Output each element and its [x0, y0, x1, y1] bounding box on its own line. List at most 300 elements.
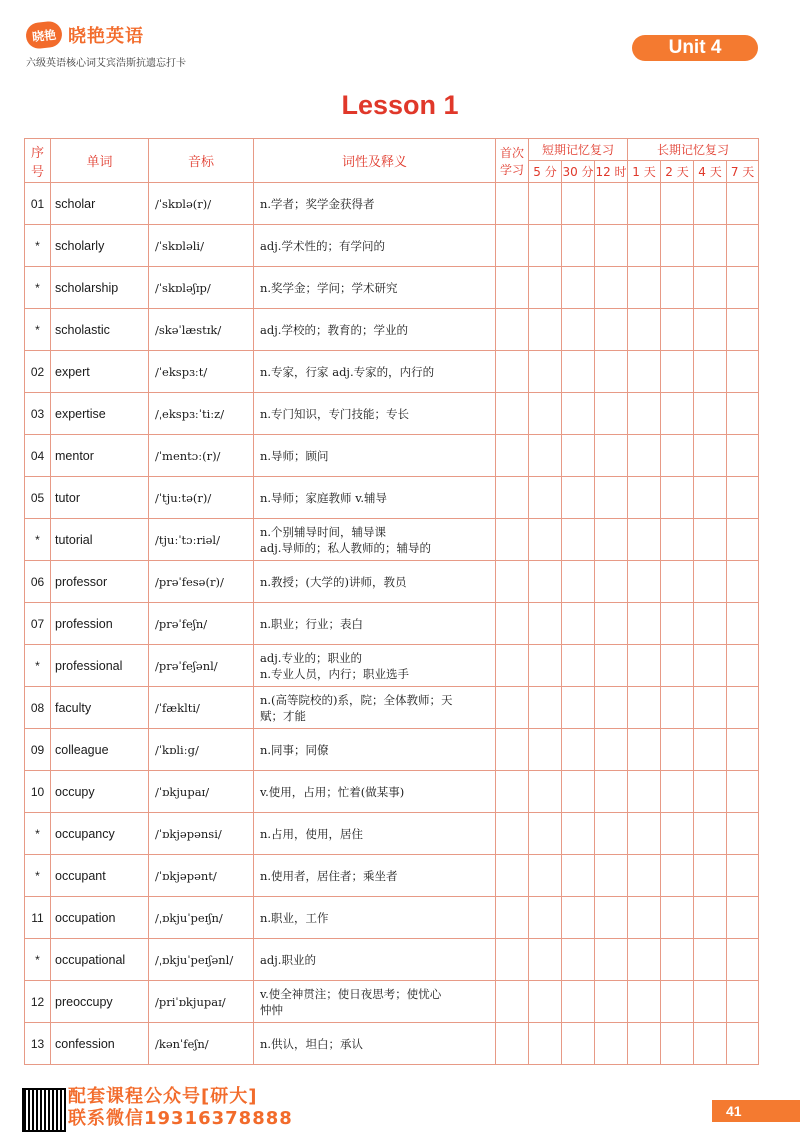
row-word: tutor	[51, 477, 149, 519]
logo-text: 晓艳英语	[68, 26, 144, 47]
row-phonetic: /ˈfæklti/	[149, 687, 254, 729]
check-5min[interactable]	[529, 225, 562, 267]
brand-logo	[26, 22, 144, 48]
row-number: 09	[25, 729, 51, 771]
row-word: professional	[51, 645, 149, 687]
check-7d[interactable]	[727, 477, 759, 519]
check-4d[interactable]	[694, 771, 727, 813]
row-number: 02	[25, 351, 51, 393]
definition-line: n.专门知识，专门技能；专长	[260, 406, 410, 421]
check-12h[interactable]	[595, 519, 628, 561]
check-7d[interactable]	[727, 855, 759, 897]
check-4d[interactable]	[694, 561, 727, 603]
definition-line: n.导师；家庭教师 v.辅导	[260, 490, 388, 505]
check-4d[interactable]	[694, 1023, 727, 1065]
definition-line: n.职业，工作	[260, 910, 329, 925]
row-definition	[254, 519, 496, 561]
check-first-study[interactable]	[496, 183, 529, 225]
check-1d[interactable]	[628, 897, 661, 939]
definition-line: v.使用，占用；忙着(做某事)	[260, 784, 405, 799]
check-4d[interactable]	[694, 603, 727, 645]
check-1d[interactable]	[628, 855, 661, 897]
check-5min[interactable]	[529, 309, 562, 351]
definition-line: n.个别辅导时间，辅导课	[260, 524, 387, 539]
check-12h[interactable]	[595, 981, 628, 1023]
header-first-study: 首次 学习	[496, 139, 529, 183]
table-row	[25, 939, 759, 981]
check-7d[interactable]	[727, 351, 759, 393]
check-1d[interactable]	[628, 603, 661, 645]
check-first-study[interactable]	[496, 267, 529, 309]
check-4d[interactable]	[694, 855, 727, 897]
row-number: *	[25, 309, 51, 351]
row-definition	[254, 813, 496, 855]
check-7d[interactable]	[727, 939, 759, 981]
check-5min[interactable]	[529, 561, 562, 603]
definition-line: n.专业人员，内行；职业选手	[260, 666, 410, 681]
row-definition	[254, 645, 496, 687]
check-1d[interactable]	[628, 309, 661, 351]
check-first-study[interactable]	[496, 519, 529, 561]
check-first-study[interactable]	[496, 477, 529, 519]
row-word: scholastic	[51, 309, 149, 351]
definition-line: 赋；才能	[260, 708, 306, 723]
table-row	[25, 267, 759, 309]
lesson-title: Lesson 1	[341, 90, 459, 120]
definition-line: n.使用者，居住者；乘坐者	[260, 868, 398, 883]
check-7d[interactable]	[727, 1023, 759, 1065]
row-phonetic: /ˈɒkjəpənsi/	[149, 813, 254, 855]
check-2d[interactable]	[661, 519, 694, 561]
header-long-7d: 7 天	[727, 161, 759, 183]
check-2d[interactable]	[661, 309, 694, 351]
check-4d[interactable]	[694, 225, 727, 267]
check-1d[interactable]	[628, 435, 661, 477]
check-30min[interactable]	[562, 351, 595, 393]
check-first-study[interactable]	[496, 771, 529, 813]
logo-badge-icon: 晓艳	[25, 20, 64, 50]
row-word: professor	[51, 561, 149, 603]
row-definition	[254, 267, 496, 309]
check-7d[interactable]	[727, 687, 759, 729]
check-12h[interactable]	[595, 561, 628, 603]
check-first-study[interactable]	[496, 309, 529, 351]
check-12h[interactable]	[595, 855, 628, 897]
check-1d[interactable]	[628, 519, 661, 561]
row-word: mentor	[51, 435, 149, 477]
check-first-study[interactable]	[496, 603, 529, 645]
check-30min[interactable]	[562, 645, 595, 687]
definition-line: n.导师；顾问	[260, 448, 329, 463]
check-12h[interactable]	[595, 771, 628, 813]
check-first-study[interactable]	[496, 855, 529, 897]
check-4d[interactable]	[694, 309, 727, 351]
check-first-study[interactable]	[496, 729, 529, 771]
check-12h[interactable]	[595, 435, 628, 477]
table-row	[25, 561, 759, 603]
check-first-study[interactable]	[496, 981, 529, 1023]
vocabulary-table	[24, 138, 759, 1065]
check-7d[interactable]	[727, 183, 759, 225]
definition-line: adj.导师的；私人教师的；辅导的	[260, 540, 431, 555]
check-7d[interactable]	[727, 729, 759, 771]
check-1d[interactable]	[628, 225, 661, 267]
check-first-study[interactable]	[496, 1023, 529, 1065]
check-1d[interactable]	[628, 351, 661, 393]
row-definition	[254, 351, 496, 393]
check-first-study[interactable]	[496, 897, 529, 939]
qr-code-icon	[22, 1088, 66, 1132]
check-2d[interactable]	[661, 729, 694, 771]
check-5min[interactable]	[529, 645, 562, 687]
check-12h[interactable]	[595, 267, 628, 309]
row-definition	[254, 477, 496, 519]
check-12h[interactable]	[595, 813, 628, 855]
check-first-study[interactable]	[496, 435, 529, 477]
check-first-study[interactable]	[496, 813, 529, 855]
check-30min[interactable]	[562, 771, 595, 813]
row-number: 12	[25, 981, 51, 1023]
check-2d[interactable]	[661, 183, 694, 225]
row-number: 10	[25, 771, 51, 813]
check-first-study[interactable]	[496, 939, 529, 981]
header-phonetic: 音标	[149, 139, 254, 183]
header-definition: 词性及释义	[254, 139, 496, 183]
row-phonetic: /priˈɒkjupaɪ/	[149, 981, 254, 1023]
check-12h[interactable]	[595, 897, 628, 939]
table-row	[25, 687, 759, 729]
table-row	[25, 645, 759, 687]
check-2d[interactable]	[661, 351, 694, 393]
row-word: occupant	[51, 855, 149, 897]
table-row	[25, 309, 759, 351]
check-12h[interactable]	[595, 645, 628, 687]
check-7d[interactable]	[727, 309, 759, 351]
book-subtitle: 六级英语核心词艾宾浩斯抗遗忘打卡	[26, 58, 186, 69]
row-definition	[254, 225, 496, 267]
table-row	[25, 435, 759, 477]
check-5min[interactable]	[529, 771, 562, 813]
check-30min[interactable]	[562, 603, 595, 645]
row-definition	[254, 435, 496, 477]
table-row	[25, 981, 759, 1023]
row-number: 07	[25, 603, 51, 645]
definition-line: n.奖学金；学问；学术研究	[260, 280, 398, 295]
check-7d[interactable]	[727, 435, 759, 477]
check-4d[interactable]	[694, 939, 727, 981]
row-phonetic: /skəˈlæstɪk/	[149, 309, 254, 351]
check-30min[interactable]	[562, 1023, 595, 1065]
definition-line: n.(高等院校的)系，院；全体教师；天	[260, 692, 453, 707]
check-5min[interactable]	[529, 939, 562, 981]
check-2d[interactable]	[661, 225, 694, 267]
definition-line: adj.学术性的；有学问的	[260, 238, 385, 253]
row-phonetic: /tjuːˈtɔːriəl/	[149, 519, 254, 561]
check-4d[interactable]	[694, 729, 727, 771]
row-word: occupy	[51, 771, 149, 813]
check-2d[interactable]	[661, 981, 694, 1023]
definition-line: n.学者；奖学金获得者	[260, 196, 375, 211]
header-seq: 序 号	[25, 139, 51, 183]
row-number: 04	[25, 435, 51, 477]
check-7d[interactable]	[727, 897, 759, 939]
check-4d[interactable]	[694, 435, 727, 477]
check-2d[interactable]	[661, 393, 694, 435]
check-first-study[interactable]	[496, 561, 529, 603]
check-30min[interactable]	[562, 435, 595, 477]
check-7d[interactable]	[727, 603, 759, 645]
row-number: *	[25, 519, 51, 561]
definition-line: adj.专业的；职业的	[260, 650, 362, 665]
check-2d[interactable]	[661, 477, 694, 519]
check-7d[interactable]	[727, 981, 759, 1023]
header-long-1d: 1 天	[628, 161, 661, 183]
check-first-study[interactable]	[496, 687, 529, 729]
check-5min[interactable]	[529, 351, 562, 393]
row-word: scholarship	[51, 267, 149, 309]
row-phonetic: /prəˈfeʃənl/	[149, 645, 254, 687]
check-first-study[interactable]	[496, 351, 529, 393]
row-phonetic: /ˈkɒliːg/	[149, 729, 254, 771]
table-row	[25, 1023, 759, 1065]
check-7d[interactable]	[727, 771, 759, 813]
check-2d[interactable]	[661, 855, 694, 897]
table-row	[25, 897, 759, 939]
check-2d[interactable]	[661, 645, 694, 687]
row-definition	[254, 603, 496, 645]
check-30min[interactable]	[562, 225, 595, 267]
check-2d[interactable]	[661, 435, 694, 477]
check-12h[interactable]	[595, 309, 628, 351]
check-1d[interactable]	[628, 771, 661, 813]
definition-line: n.供认，坦白；承认	[260, 1036, 364, 1051]
definition-line: adj.职业的	[260, 952, 316, 967]
check-30min[interactable]	[562, 183, 595, 225]
check-7d[interactable]	[727, 519, 759, 561]
check-30min[interactable]	[562, 939, 595, 981]
row-number: *	[25, 939, 51, 981]
row-number: 06	[25, 561, 51, 603]
row-number: 11	[25, 897, 51, 939]
check-1d[interactable]	[628, 393, 661, 435]
check-2d[interactable]	[661, 1023, 694, 1065]
row-phonetic: /prəˈfesə(r)/	[149, 561, 254, 603]
check-12h[interactable]	[595, 225, 628, 267]
definition-line: v.使全神贯注；使日夜思考；使忧心	[260, 986, 442, 1001]
row-phonetic: /ˌekspɜːˈtiːz/	[149, 393, 254, 435]
check-1d[interactable]	[628, 813, 661, 855]
row-definition	[254, 183, 496, 225]
check-30min[interactable]	[562, 813, 595, 855]
check-4d[interactable]	[694, 687, 727, 729]
row-definition	[254, 687, 496, 729]
row-number: *	[25, 813, 51, 855]
check-12h[interactable]	[595, 393, 628, 435]
row-number: *	[25, 267, 51, 309]
check-first-study[interactable]	[496, 225, 529, 267]
table-row	[25, 771, 759, 813]
row-word: scholarly	[51, 225, 149, 267]
check-5min[interactable]	[529, 267, 562, 309]
definition-line: n.教授；(大学的)讲师，教员	[260, 574, 407, 589]
check-12h[interactable]	[595, 183, 628, 225]
check-1d[interactable]	[628, 645, 661, 687]
check-12h[interactable]	[595, 1023, 628, 1065]
header-long-term: 长期记忆复习	[628, 139, 759, 161]
check-12h[interactable]	[595, 603, 628, 645]
header-short-term: 短期记忆复习	[529, 139, 628, 161]
row-number: *	[25, 645, 51, 687]
check-1d[interactable]	[628, 267, 661, 309]
check-12h[interactable]	[595, 939, 628, 981]
check-first-study[interactable]	[496, 645, 529, 687]
row-phonetic: /ˈskɒlə(r)/	[149, 183, 254, 225]
row-phonetic: /ˌɒkjuˈpeɪʃənl/	[149, 939, 254, 981]
check-2d[interactable]	[661, 897, 694, 939]
check-2d[interactable]	[661, 267, 694, 309]
table-row	[25, 855, 759, 897]
check-4d[interactable]	[694, 813, 727, 855]
check-2d[interactable]	[661, 939, 694, 981]
check-2d[interactable]	[661, 561, 694, 603]
check-30min[interactable]	[562, 393, 595, 435]
header-short-5min: 5 分	[529, 161, 562, 183]
footer-promo: 配套课程公众号[研大] 联系微信19316378888	[68, 1086, 293, 1129]
check-2d[interactable]	[661, 603, 694, 645]
check-30min[interactable]	[562, 687, 595, 729]
row-number: *	[25, 855, 51, 897]
check-4d[interactable]	[694, 981, 727, 1023]
check-4d[interactable]	[694, 897, 727, 939]
check-5min[interactable]	[529, 1023, 562, 1065]
check-5min[interactable]	[529, 729, 562, 771]
check-7d[interactable]	[727, 813, 759, 855]
check-12h[interactable]	[595, 351, 628, 393]
check-4d[interactable]	[694, 267, 727, 309]
table-row	[25, 813, 759, 855]
check-12h[interactable]	[595, 729, 628, 771]
table-row	[25, 183, 759, 225]
check-7d[interactable]	[727, 393, 759, 435]
row-definition	[254, 939, 496, 981]
row-phonetic: /ˈɒkjəpənt/	[149, 855, 254, 897]
row-word: scholar	[51, 183, 149, 225]
row-definition	[254, 309, 496, 351]
check-4d[interactable]	[694, 645, 727, 687]
header-short-12h: 12 时	[595, 161, 628, 183]
table-row	[25, 225, 759, 267]
check-30min[interactable]	[562, 267, 595, 309]
check-7d[interactable]	[727, 645, 759, 687]
check-7d[interactable]	[727, 267, 759, 309]
check-5min[interactable]	[529, 603, 562, 645]
check-5min[interactable]	[529, 477, 562, 519]
row-phonetic: /ˈtjuːtə(r)/	[149, 477, 254, 519]
row-definition	[254, 897, 496, 939]
check-4d[interactable]	[694, 183, 727, 225]
row-number: *	[25, 225, 51, 267]
row-word: colleague	[51, 729, 149, 771]
row-phonetic: /ˌɒkjuˈpeɪʃn/	[149, 897, 254, 939]
check-5min[interactable]	[529, 981, 562, 1023]
header-short-30min: 30 分	[562, 161, 595, 183]
check-5min[interactable]	[529, 687, 562, 729]
check-1d[interactable]	[628, 939, 661, 981]
check-7d[interactable]	[727, 225, 759, 267]
row-number: 13	[25, 1023, 51, 1065]
row-word: expertise	[51, 393, 149, 435]
check-5min[interactable]	[529, 855, 562, 897]
check-4d[interactable]	[694, 519, 727, 561]
check-2d[interactable]	[661, 687, 694, 729]
check-5min[interactable]	[529, 813, 562, 855]
row-word: tutorial	[51, 519, 149, 561]
check-first-study[interactable]	[496, 393, 529, 435]
header-long-4d: 4 天	[694, 161, 727, 183]
row-word: occupation	[51, 897, 149, 939]
check-1d[interactable]	[628, 687, 661, 729]
row-word: occupancy	[51, 813, 149, 855]
row-definition	[254, 561, 496, 603]
definition-line: n.专家，行家 adj.专家的，内行的	[260, 364, 435, 379]
check-1d[interactable]	[628, 981, 661, 1023]
check-1d[interactable]	[628, 477, 661, 519]
row-phonetic: /ˈskɒləʃɪp/	[149, 267, 254, 309]
row-word: preoccupy	[51, 981, 149, 1023]
check-4d[interactable]	[694, 351, 727, 393]
check-2d[interactable]	[661, 771, 694, 813]
check-2d[interactable]	[661, 813, 694, 855]
check-4d[interactable]	[694, 477, 727, 519]
check-30min[interactable]	[562, 477, 595, 519]
table-row	[25, 393, 759, 435]
check-1d[interactable]	[628, 729, 661, 771]
check-5min[interactable]	[529, 897, 562, 939]
check-12h[interactable]	[595, 687, 628, 729]
row-definition	[254, 393, 496, 435]
row-definition	[254, 771, 496, 813]
check-5min[interactable]	[529, 183, 562, 225]
check-5min[interactable]	[529, 519, 562, 561]
check-1d[interactable]	[628, 183, 661, 225]
row-definition	[254, 855, 496, 897]
check-5min[interactable]	[529, 435, 562, 477]
check-4d[interactable]	[694, 393, 727, 435]
check-30min[interactable]	[562, 729, 595, 771]
unit-badge: Unit 4	[632, 35, 758, 61]
table-row	[25, 351, 759, 393]
row-phonetic: /ˈmentɔː(r)/	[149, 435, 254, 477]
row-phonetic: /kənˈfeʃn/	[149, 1023, 254, 1065]
row-number: 01	[25, 183, 51, 225]
check-30min[interactable]	[562, 855, 595, 897]
check-7d[interactable]	[727, 561, 759, 603]
check-30min[interactable]	[562, 519, 595, 561]
header-word: 单词	[51, 139, 149, 183]
definition-line: adj.学校的；教育的；学业的	[260, 322, 408, 337]
check-30min[interactable]	[562, 309, 595, 351]
check-12h[interactable]	[595, 477, 628, 519]
check-30min[interactable]	[562, 981, 595, 1023]
check-30min[interactable]	[562, 897, 595, 939]
check-1d[interactable]	[628, 1023, 661, 1065]
table-row	[25, 519, 759, 561]
row-phonetic: /ˈekspɜːt/	[149, 351, 254, 393]
check-30min[interactable]	[562, 561, 595, 603]
definition-line: n.同事；同僚	[260, 742, 329, 757]
check-1d[interactable]	[628, 561, 661, 603]
check-5min[interactable]	[529, 393, 562, 435]
